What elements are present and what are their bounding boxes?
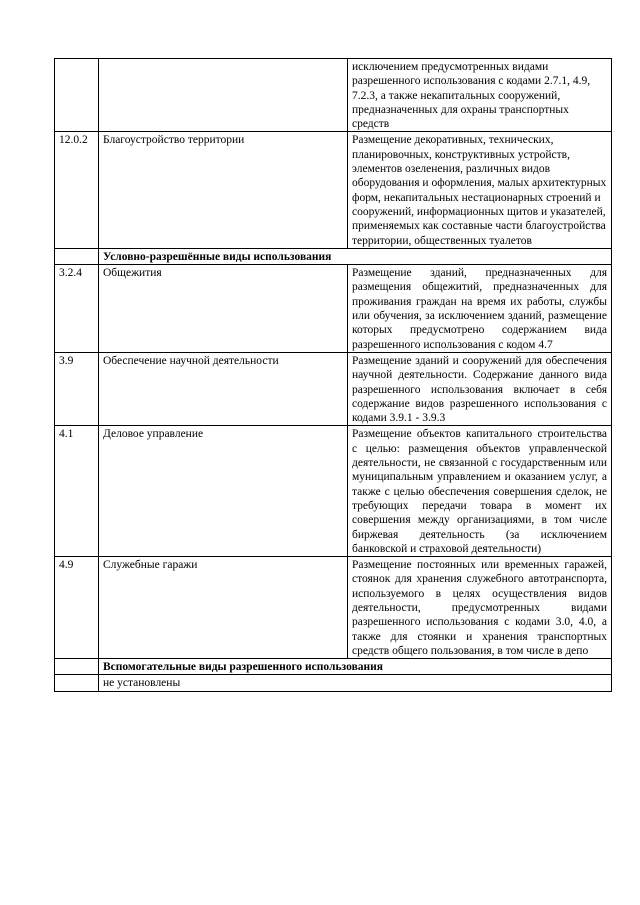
- description-cell: исключением предусмотренных видами разрешенного использования с кодами 2.7.1, 4.9, 7.2.3, а также некапитальных сооружений, предназначенных для охраны транспортных средств: [348, 59, 612, 132]
- name-cell: Общежития: [99, 265, 348, 353]
- auxiliary-value: не установлены: [99, 675, 612, 691]
- description-cell: Размещение объектов капитального строительства с целью: размещения объектов управленческой деятельности, не связанной с государственным или муниципальным управлением и оказанием услуг, а также с целью обеспечения совершения сделок, не требующих передачи товара в момент их совершения между организациями, в том числе биржевая деятельность (за исключением банковской и страховой деятельности): [348, 426, 612, 557]
- section-title: Условно-разрешённые виды использования: [99, 248, 612, 264]
- description-cell: Размещение зданий, предназначенных для размещения общежитий, предназначенных для проживания граждан на время их работы, службы или обучения, за исключением зданий, размещение которых предусмотрено содержанием вида разрешенного использования с кодом 4.7: [348, 265, 612, 353]
- table-row: [55, 426, 612, 557]
- table-row: [55, 557, 612, 659]
- code-cell: [55, 675, 99, 691]
- code-cell: [55, 59, 99, 132]
- table-row: [55, 352, 612, 425]
- table-row: [55, 132, 612, 248]
- table-row: [55, 265, 612, 353]
- table-row: [55, 675, 612, 691]
- description-cell: Размещение декоративных, технических, планировочных, конструктивных устройств, элементов озеленения, различных видов оборудования и оформления, малых архитектурных форм, некапитальных нестационарных строений и сооружений, информационных щитов и указателей, применяемых как составные части благоустройства территории, общественных туалетов: [348, 132, 612, 248]
- code-cell: [55, 248, 99, 264]
- section-header-row: [55, 248, 612, 264]
- name-cell: Обеспечение научной деятельности: [99, 352, 348, 425]
- land-use-table: [54, 58, 612, 692]
- description-cell: Размещение зданий и сооружений для обеспечения научной деятельности. Содержание данного вида разрешенного использования включает в себя содержание видов разрешенного использования с кодами 3.9.1 - 3.9.3: [348, 352, 612, 425]
- code-cell: 3.2.4: [55, 265, 99, 353]
- code-cell: 12.0.2: [55, 132, 99, 248]
- code-cell: [55, 659, 99, 675]
- name-cell: [99, 59, 348, 132]
- code-cell: 4.9: [55, 557, 99, 659]
- section-title: Вспомогательные виды разрешенного использования: [99, 659, 612, 675]
- table-row: [55, 59, 612, 132]
- name-cell: Служебные гаражи: [99, 557, 348, 659]
- code-cell: 4.1: [55, 426, 99, 557]
- code-cell: 3.9: [55, 352, 99, 425]
- name-cell: Деловое управление: [99, 426, 348, 557]
- description-cell: Размещение постоянных или временных гаражей, стоянок для хранения служебного автотранспорта, используемого в целях осуществления видов деятельности, предусмотренных видами разрешенного использования с кодами 3.0, 4.0, а также для стоянки и хранения транспортных средств общего пользования, в том числе в депо: [348, 557, 612, 659]
- name-cell: Благоустройство территории: [99, 132, 348, 248]
- section-header-row: [55, 659, 612, 675]
